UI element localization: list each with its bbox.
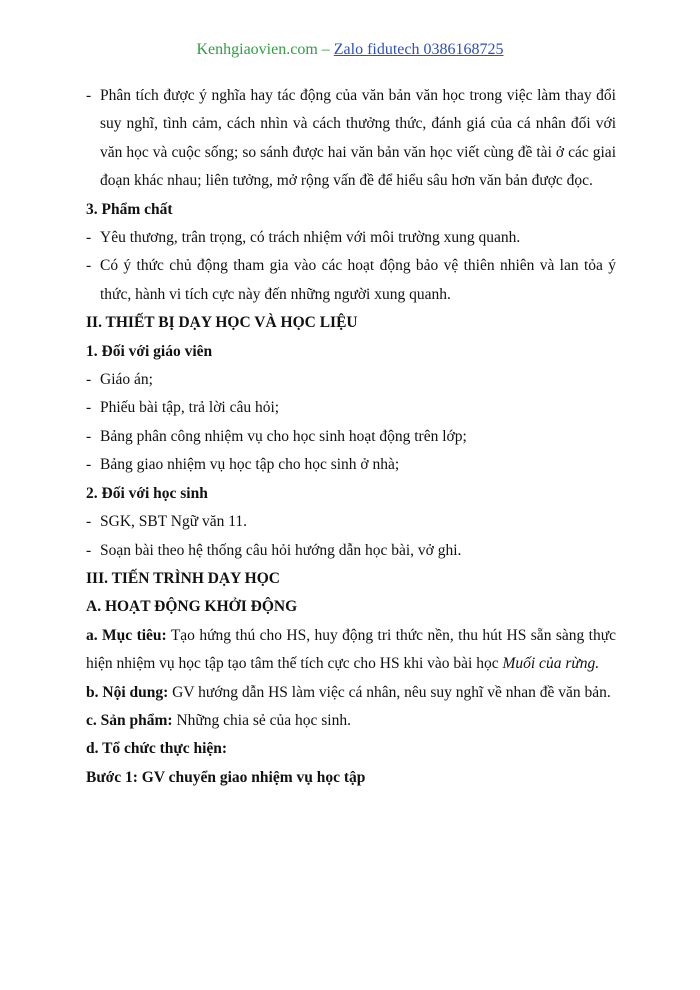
paragraph-goal — [86, 622, 616, 679]
list-item — [86, 224, 616, 252]
bullet-dash: - — [86, 257, 92, 275]
step-1-heading: Bước 1: GV chuyển giao nhiệm vụ học tập — [86, 768, 366, 786]
list-item — [86, 82, 616, 196]
header-separator: – — [317, 41, 334, 58]
bullet-dash: - — [86, 513, 92, 531]
subheading-student: 2. Đối với học sinh — [86, 484, 208, 502]
lesson-title: Muối của rừng. — [502, 655, 600, 673]
section-heading-equipment: II. THIẾT BỊ DẠY HỌC VÀ HỌC LIỆU — [86, 314, 358, 332]
list-item-text: Phân tích được ý nghĩa hay tác động của văn bản văn học trong việc làm thay đổi suy nghĩ, tình cảm, cách nhìn và cách thưởng thức, đánh giá của cá nhân đối với văn học và cuộc sống; so sánh được hai văn bản văn học viết cùng đề tài ở các giai đoạn khác nhau; liên tưởng, mở rộng vấn đề để hiểu sâu hơn văn bản được đọc. — [100, 87, 616, 190]
section-heading-process: III. TIẾN TRÌNH DẠY HỌC — [86, 569, 280, 587]
list-item — [86, 537, 616, 565]
paragraph-content — [86, 679, 616, 707]
list-item-text: Có ý thức chủ động tham gia vào các hoạt động bảo vệ thiên nhiên và lan tỏa ý thức, hành vi tích cực này đến những người xung quanh. — [100, 257, 616, 303]
bullet-dash: - — [86, 399, 92, 417]
product-label: c. Sản phẩm: — [86, 711, 173, 729]
list-item-text: Phiếu bài tập, trả lời câu hỏi; — [100, 399, 280, 417]
content-label: b. Nội dung: — [86, 683, 169, 701]
bullet-dash: - — [86, 87, 92, 104]
list-item-text: SGK, SBT Ngữ văn 11. — [100, 513, 248, 531]
list-item-text: Soạn bài theo hệ thống câu hỏi hướng dẫn học bài, vở ghi. — [100, 541, 462, 559]
list-item — [86, 508, 616, 536]
subheading-teacher: 1. Đối với giáo viên — [86, 342, 213, 360]
list-item — [86, 423, 616, 451]
goal-label: a. Mục tiêu: — [86, 626, 167, 644]
list-item-text: Yêu thương, trân trọng, có trách nhiệm với môi trường xung quanh. — [100, 229, 521, 247]
zalo-contact-link[interactable]: Zalo fidutech 0386168725 — [333, 41, 504, 58]
list-item — [86, 394, 616, 422]
content-text: GV hướng dẫn HS làm việc cá nhân, nêu suy nghĩ về nhan đề văn bản. — [168, 683, 611, 701]
page-header — [0, 40, 700, 60]
goal-text: Tạo hứng thú cho HS, huy động tri thức nền, thu hút HS sẵn sàng thực hiện nhiệm vụ học tập tạo tâm thế tích cực cho HS khi vào bài học — [86, 626, 616, 673]
bullet-dash: - — [86, 456, 92, 474]
list-item — [86, 366, 616, 394]
bullet-dash: - — [86, 541, 92, 559]
site-name: Kenhgiaovien.com — [196, 41, 318, 58]
list-item — [86, 451, 616, 479]
bullet-dash: - — [86, 371, 92, 389]
list-item — [86, 252, 616, 309]
section-heading-qualities: 3. Phẩm chất — [86, 200, 173, 218]
bullet-dash: - — [86, 229, 92, 247]
list-item-text: Bảng phân công nhiệm vụ cho học sinh hoạt động trên lớp; — [100, 427, 467, 445]
list-item-text: Giáo án; — [100, 371, 153, 389]
product-text: Những chia sẻ của học sinh. — [172, 711, 351, 729]
paragraph-product — [86, 707, 616, 735]
list-item-text: Bảng giao nhiệm vụ học tập cho học sinh ở nhà; — [100, 456, 400, 474]
org-label: d. Tổ chức thực hiện: — [86, 740, 228, 758]
subheading-activity: A. HOẠT ĐỘNG KHỞI ĐỘNG — [86, 598, 298, 616]
document-body — [86, 82, 616, 792]
bullet-dash: - — [86, 427, 92, 445]
